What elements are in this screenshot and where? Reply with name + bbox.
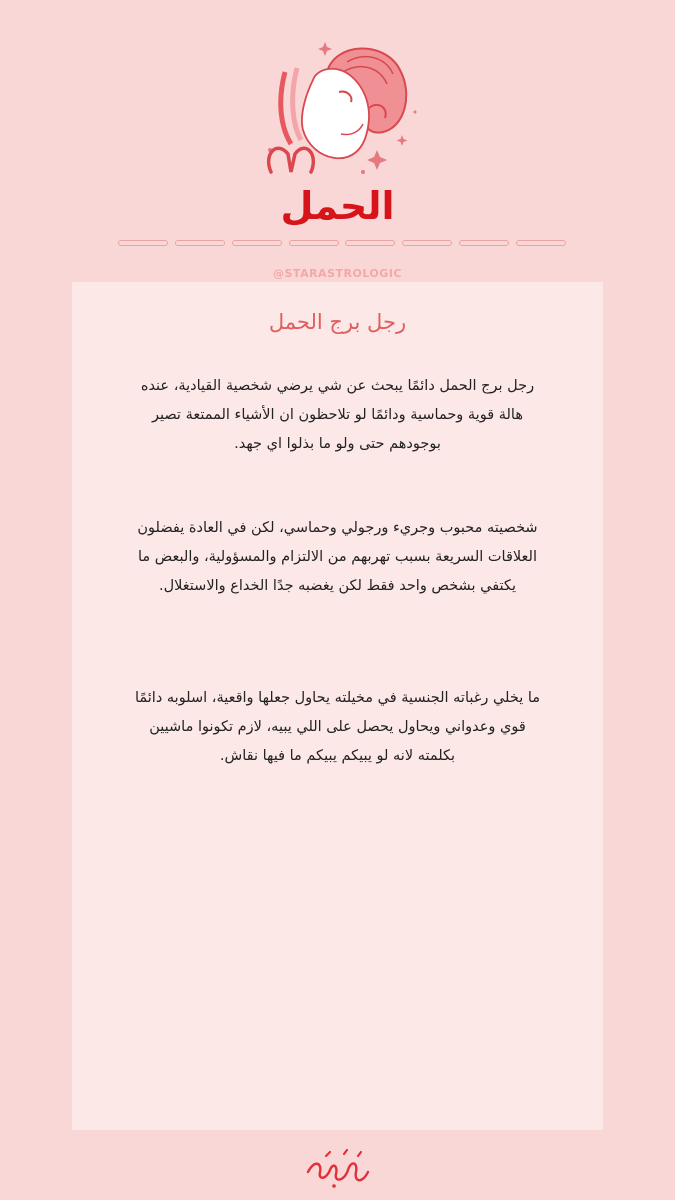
decorative-divider (118, 240, 566, 250)
divider-segment (516, 240, 566, 246)
paragraph-3: ما يخلي رغباته الجنسية في مخيلته يحاول جعلها واقعية، اسلوبه دائمًا قوي وعدواني ويحاول يحصل على اللي يبيه، لازم تكونوا ماشيين بكلمته لانه لو يبيكم يبيكم ما فيها نقاش. (134, 690, 541, 764)
divider-segment (289, 240, 339, 246)
account-handle: @STARASTROLOGIC (273, 267, 402, 280)
card-title: رجل برج الحمل (268, 310, 407, 334)
page-title: الحمل (280, 184, 395, 228)
content-card (72, 282, 603, 1130)
aries-ram-icon (255, 32, 425, 182)
divider-segment (118, 240, 168, 246)
paragraph-1: رجل برج الحمل دائمًا يبحث عن شي يرضي شخصية القيادية، عنده هالة قوية وحماسية ودائمًا لو تلاحظون ان الأشياء الممتعة تصير بوجودهم حتى ولو ما بذلوا اي جهد. (140, 378, 535, 452)
divider-segment (459, 240, 509, 246)
signature-logo (300, 1142, 375, 1192)
divider-segment (402, 240, 452, 246)
divider-segment (232, 240, 282, 246)
divider-segment (345, 240, 395, 246)
paragraph-2: شخصيته محبوب وجريء ورجولي وحماسي، لكن في العادة يفضلون العلاقات السريعة بسبب تهربهم من الالتزام والمسؤولية، والبعض ما يكتفي بشخص واحد فقط لكن يغضبه جدًا الخداع والاستغلال. (137, 520, 538, 594)
divider-segment (175, 240, 225, 246)
